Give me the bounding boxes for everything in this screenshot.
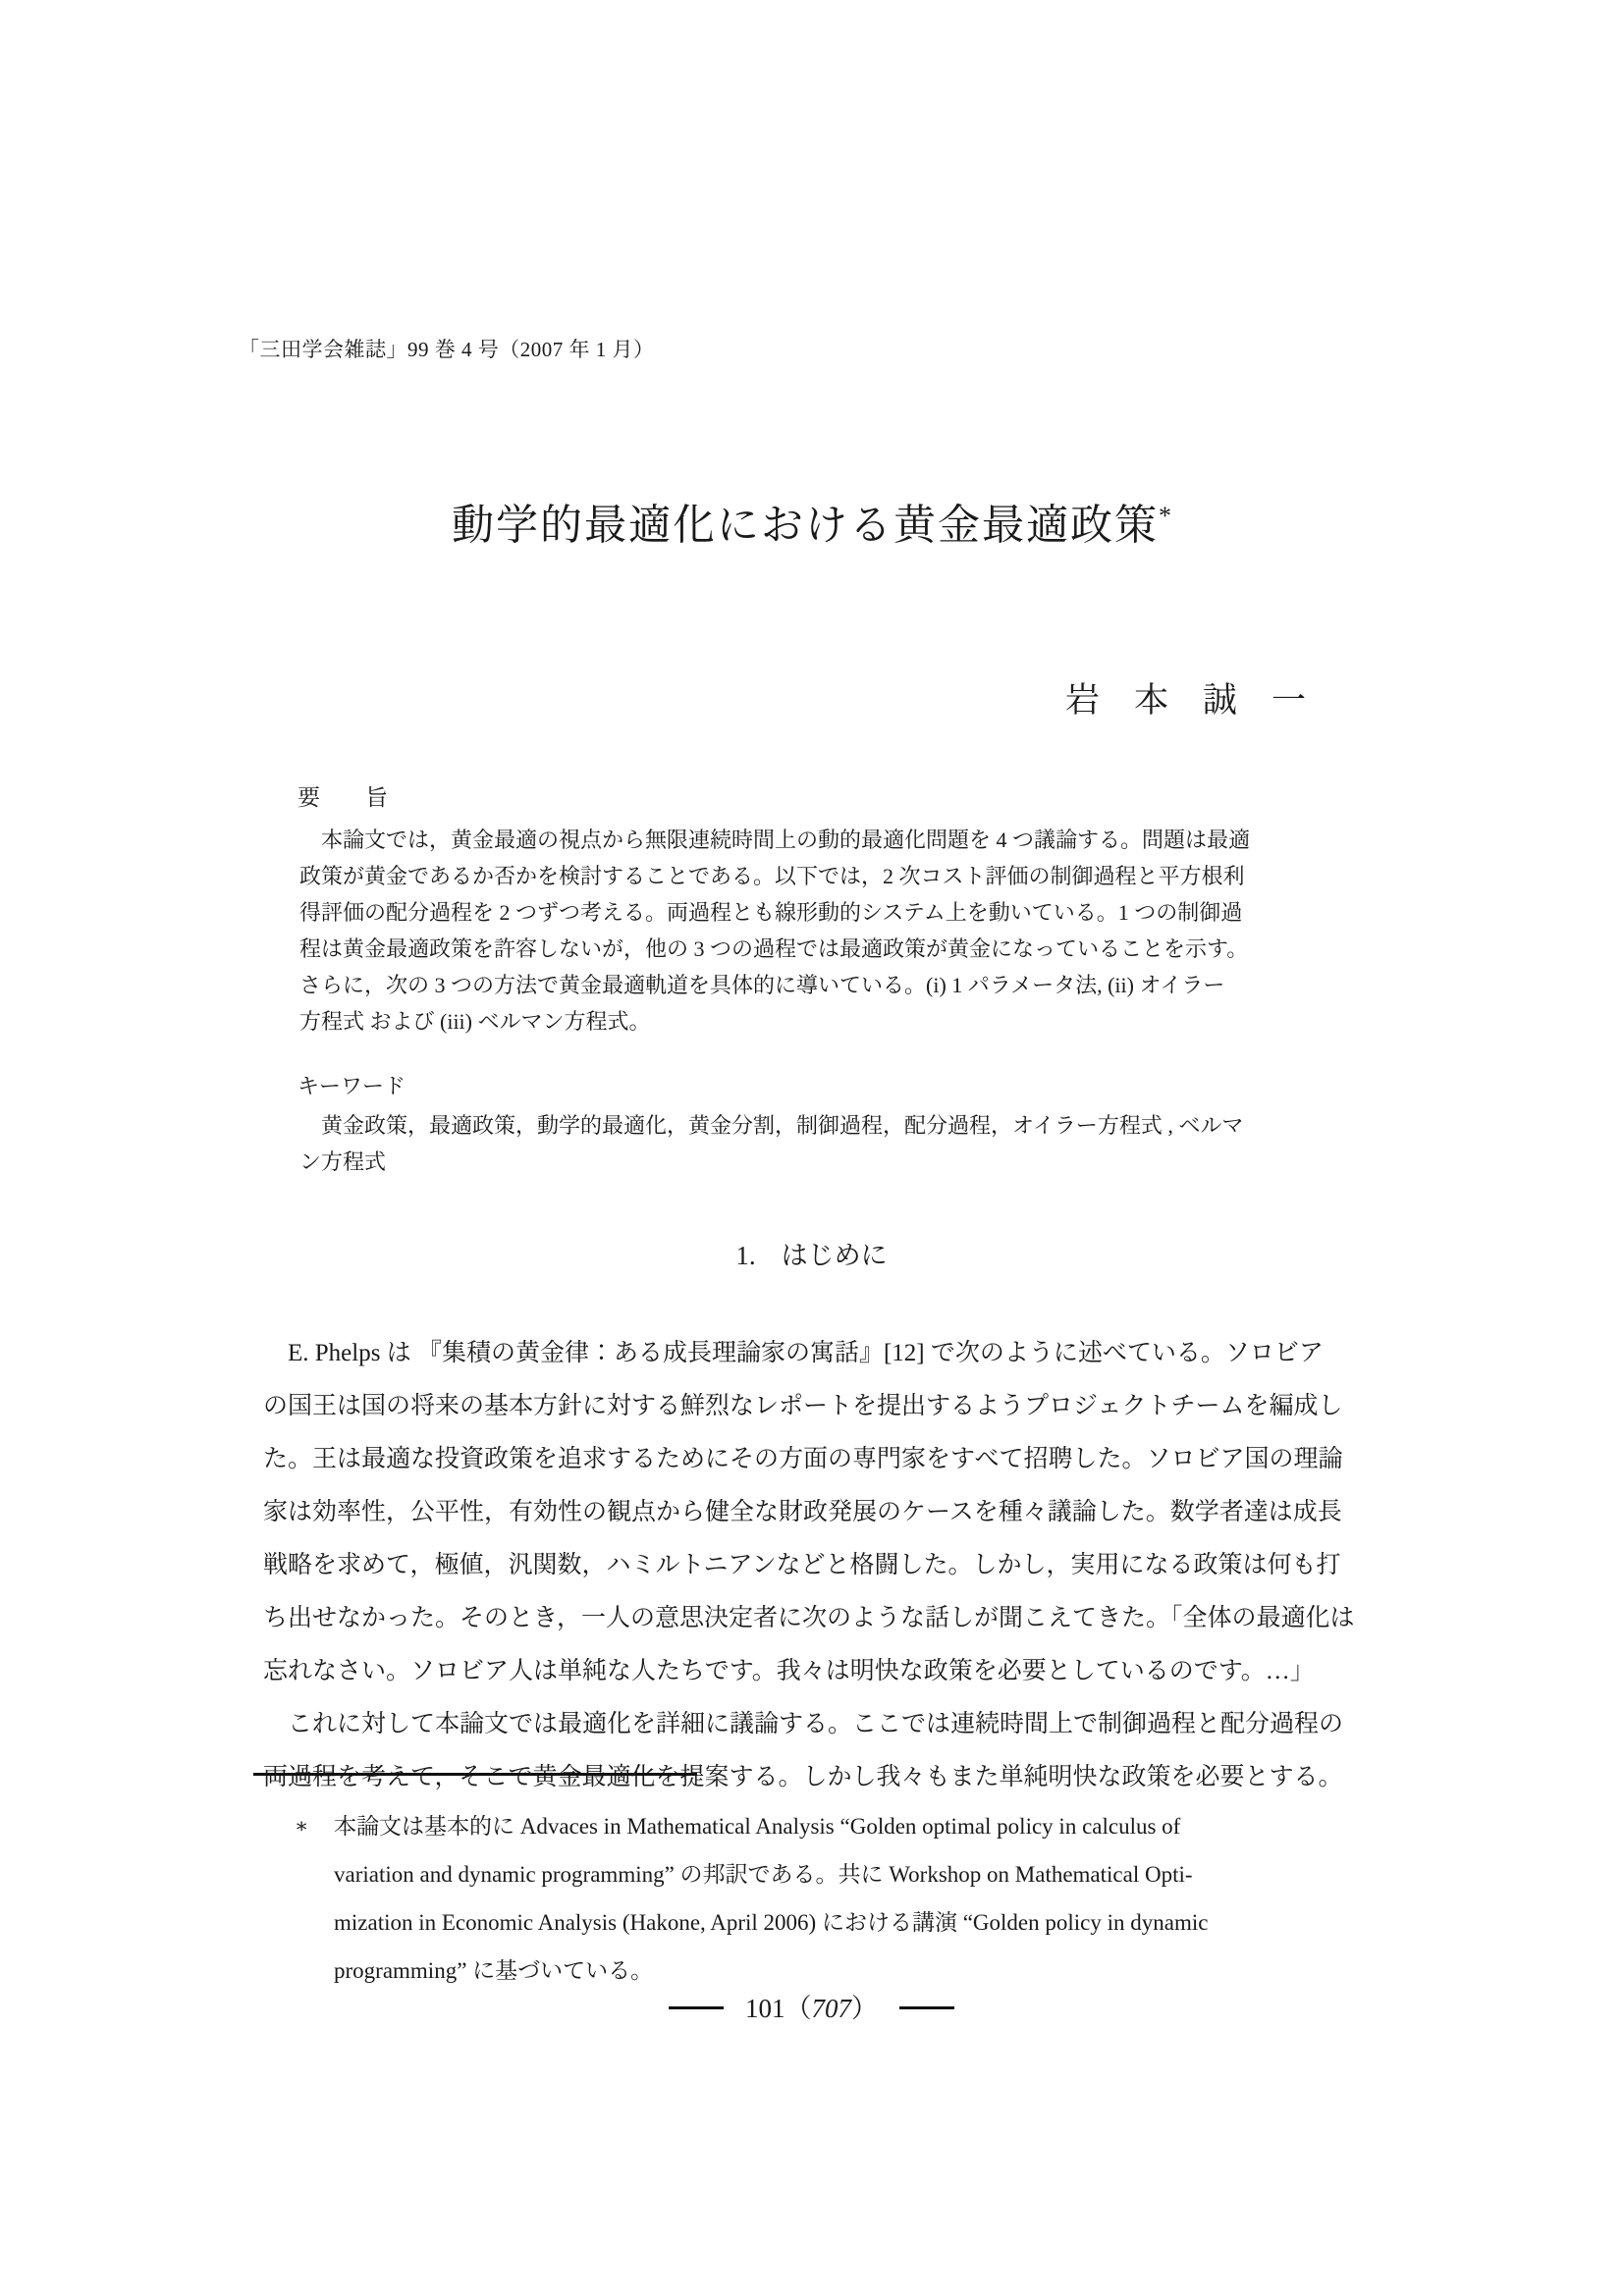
text-line: mization in Economic Analysis (Hakone, April 2006) における講演 “Golden policy in dynamic	[334, 1910, 1209, 1935]
text-line: た。王は最適な投資政策を追求するためにその方面の専門家をすべて招聘した。ソロビア国の理論	[263, 1446, 1343, 1472]
folio-close-paren: ）	[851, 1994, 878, 2023]
abstract-label: 要 旨	[298, 785, 388, 810]
text-line: 方程式 および (iii) ベルマン方程式。	[299, 1009, 651, 1034]
page-number: 101	[745, 1994, 785, 2023]
section-number: 1.	[735, 1241, 756, 1270]
text-line: 戦略を求めて，極値，汎関数，ハミルトニアンなどと格闘した。しかし，実用になる政策は何も打	[263, 1552, 1341, 1578]
text-line: 忘れなさい。ソロビア人は単純な人たちです。我々は明快な政策を必要としているのです。…」	[263, 1658, 1315, 1684]
footnote-separator-rule	[253, 1773, 697, 1776]
text-line: variation and dynamic programming” の邦訳である。共に Workshop on Mathematical Opti-	[334, 1862, 1193, 1887]
text-line: さらに，次の 3 つの方法で黄金最適軌道を具体的に導いている。(i) 1 パラメータ法, (ii) オイラー	[299, 973, 1225, 997]
text-line: 両過程を考えて，そこで黄金最適化を提案する。しかし我々もまた単純明快な政策を必要とする。	[263, 1764, 1343, 1790]
text-line: 家は効率性，公平性，有効性の観点から健全な財政発展のケースを種々議論した。数学者達は成長	[263, 1499, 1342, 1525]
abstract-text	[299, 822, 1355, 1040]
text-line: programming” に基づいている。	[334, 1958, 654, 1983]
page-footer	[0, 1989, 1623, 2028]
folio-open-paren: （	[784, 1994, 812, 2023]
title-footnote-asterisk: *	[1159, 502, 1171, 530]
paper-title-row	[0, 487, 1623, 556]
text-line: 程は黄金最適政策を許容しないが，他の 3 つの過程では最適政策が黄金になっていることを示す。	[299, 936, 1249, 961]
paper-title: 動学的最適化における黄金最適政策	[452, 503, 1159, 550]
footnote	[295, 1802, 1384, 1995]
section-heading	[0, 1238, 1623, 1273]
keywords-text	[299, 1107, 1355, 1180]
text-line: これに対して本論文では最適化を詳細に議論する。ここでは連続時間上で制御過程と配分過程の	[263, 1711, 1344, 1737]
footnote-marker: ∗	[295, 1814, 309, 1838]
text-line: E. Phelps は 『集積の黄金律：ある成長理論家の寓話』[12] で次のように述べている。ソロビア	[263, 1340, 1324, 1366]
body-paragraphs	[263, 1327, 1382, 1804]
text-line: の国王は国の将来の基本方針に対する鮮烈なレポートを提出するようプロジェクトチームを編成し	[263, 1393, 1343, 1419]
footer-right-rule	[899, 2006, 954, 2009]
footnote-text	[334, 1802, 1384, 1995]
journal-citation-line: 「三田学会雑誌」99 巻 4 号（2007 年 1 月）	[239, 338, 655, 361]
author-name: 岩 本 誠 一	[1064, 681, 1306, 720]
text-line: 本論文は基本的に Advaces in Mathematical Analysis “Golden optimal policy in calculus of	[334, 1814, 1181, 1839]
text-line: ち出せなかった。そのとき，一人の意思決定者に次のような話しが聞こえてきた。「全体の最適化は	[263, 1605, 1355, 1631]
text-line: 得評価の配分過程を 2 つずつ考える。両過程とも線形動的システム上を動いている。1 つの制御過	[299, 900, 1243, 925]
text-line: 政策が黄金であるか否かを検討することである。以下では，2 次コスト評価の制御過程と平方根利	[299, 864, 1245, 888]
author-row	[0, 679, 1306, 722]
series-folio-number: 707	[811, 1994, 851, 2023]
keywords-label: キーワード	[298, 1074, 406, 1098]
text-line: 本論文では，黄金最適の視点から無限連続時間上の動的最適化問題を 4 つ議論する。問題は最適	[299, 828, 1251, 852]
section-title: はじめに	[781, 1241, 888, 1270]
text-line: ン方程式	[299, 1149, 387, 1174]
text-line: 黄金政策，最適政策，動学的最適化，黄金分割，制御過程，配分過程，オイラー方程式 , ベルマ	[299, 1113, 1244, 1138]
footer-left-rule	[669, 2006, 724, 2009]
